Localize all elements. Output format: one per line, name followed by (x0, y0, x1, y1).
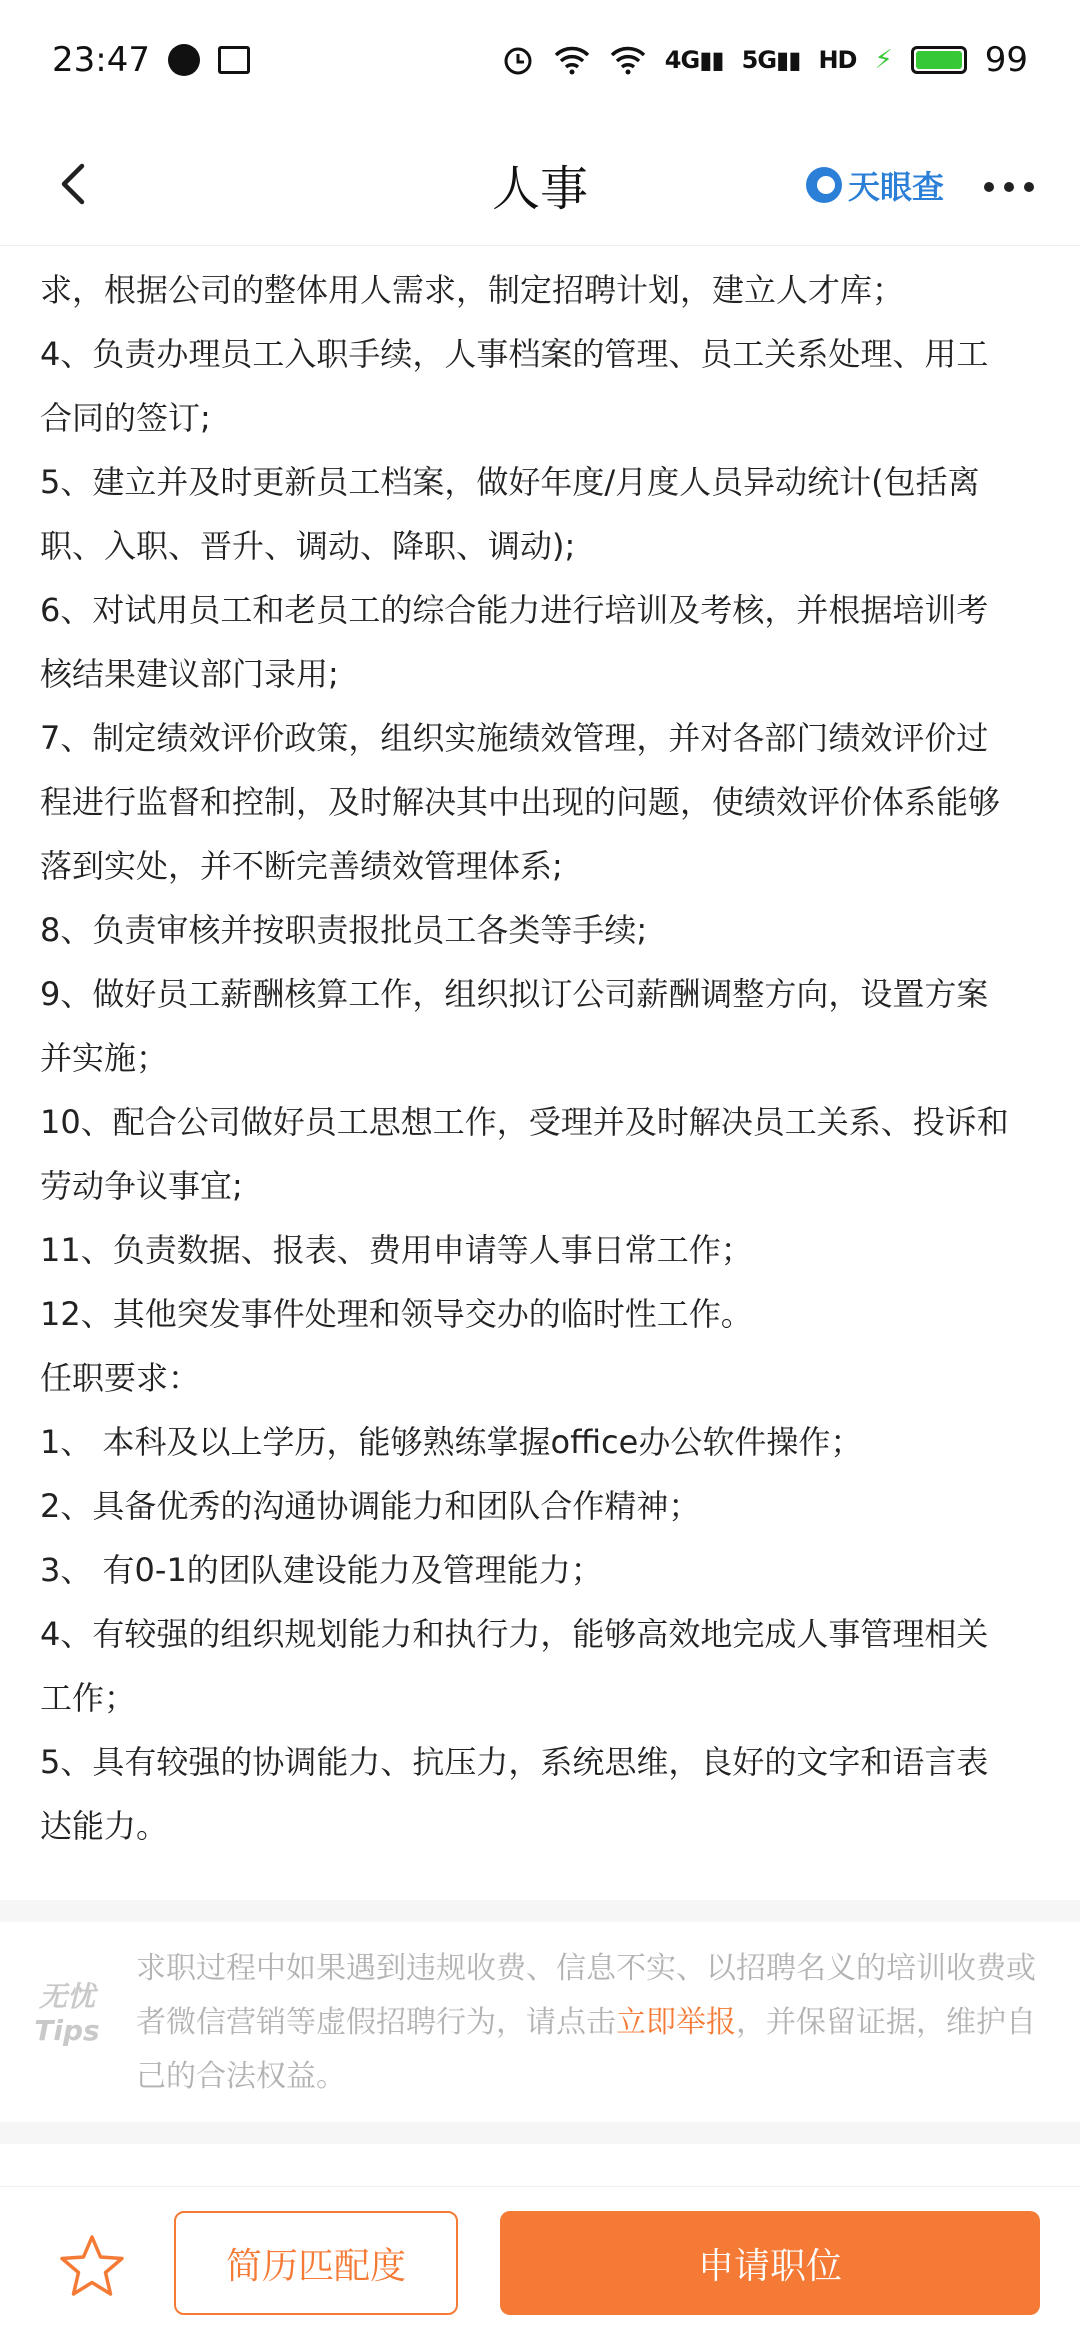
description-line: 工作； (40, 1679, 137, 1717)
chat-notification-icon (168, 44, 200, 76)
battery-icon (911, 46, 967, 74)
description-line: 并实施； (40, 1039, 169, 1077)
description-line: 落到实处，并不断完善绩效管理体系; (40, 847, 563, 885)
battery-level: 99 (984, 40, 1028, 80)
image-notification-icon (218, 46, 250, 74)
favorite-star-icon[interactable] (56, 2231, 128, 2303)
tips-logo-line2: Tips (34, 2014, 100, 2047)
description-line: 职、入职、晋升、调动、降职、调动); (40, 527, 576, 565)
status-bar (0, 0, 1080, 120)
charging-icon: ⚡ (874, 45, 893, 75)
wifi-icon-2 (609, 45, 647, 75)
description-line: 程进行监督和控制，及时解决其中出现的问题，使绩效评价体系能够 (40, 783, 1001, 821)
description-line: 10、配合公司做好员工思想工作，受理并及时解决员工关系、投诉和 (40, 1103, 1009, 1141)
alarm-icon (501, 43, 535, 77)
description-line: 6、对试用员工和老员工的综合能力进行培训及考核，并根据培训考 (40, 591, 989, 629)
description-line: 8、负责审核并按职责报批员工各类等手续; (40, 911, 648, 949)
page-title: 人事 (491, 161, 588, 217)
description-line: 11、负责数据、报表、费用申请等人事日常工作； (40, 1231, 753, 1269)
description-line: 3、 有0-1的团队建设能力及管理能力； (40, 1551, 603, 1589)
signal-5g-icon: 5G▮▮ (741, 46, 801, 74)
description-line: 2、具备优秀的沟通协调能力和团队合作精神； (40, 1487, 701, 1525)
description-line: 任职要求： (40, 1359, 201, 1397)
wifi-icon (553, 45, 591, 75)
section-divider (0, 1900, 1080, 1922)
tips-text (136, 1942, 1056, 2104)
brand-logo[interactable] (806, 162, 944, 208)
nav-header (0, 120, 1080, 246)
job-description (40, 258, 1050, 1858)
tips-section (0, 1922, 1080, 2122)
description-line: 核结果建议部门录用; (40, 655, 339, 693)
status-time: 23:47 (52, 40, 150, 80)
network-label-1: 4G (664, 46, 700, 74)
description-line: 5、具有较强的协调能力、抗压力，系统思维，良好的文字和语言表 (40, 1743, 989, 1781)
report-link[interactable]: 立即举报 (616, 2005, 736, 2040)
tianyancha-icon (806, 167, 842, 203)
description-line: 4、负责办理员工入职手续，人事档案的管理、员工关系处理、用工 (40, 335, 989, 373)
description-line: 7、制定绩效评价政策，组织实施绩效管理，并对各部门绩效评价过 (40, 719, 989, 757)
network-label-2: 5G (741, 46, 777, 74)
description-line: 求，根据公司的整体用人需求，制定招聘计划，建立人才库； (40, 271, 905, 309)
status-left (52, 40, 250, 80)
description-line: 劳动争议事宜; (40, 1167, 243, 1205)
description-line: 5、建立并及时更新员工档案，做好年度/月度人员异动统计(包括离 (40, 463, 980, 501)
resume-match-button[interactable]: 简历匹配度 (174, 2211, 458, 2315)
tips-logo (28, 1980, 106, 2048)
status-right (501, 40, 1028, 80)
description-line: 12、其他突发事件处理和领导交办的临时性工作。 (40, 1295, 753, 1333)
signal-4g-icon: 4G▮▮ (664, 46, 724, 74)
section-divider-2 (0, 2122, 1080, 2144)
description-line: 达能力。 (40, 1807, 169, 1845)
description-line: 9、做好员工薪酬核算工作，组织拟订公司薪酬调整方向，设置方案 (40, 975, 989, 1013)
apply-job-button[interactable]: 申请职位 (500, 2211, 1040, 2315)
tips-text-before: 求职过程中如果遇到违规收费、信息不实、以招聘名义的培训收费或者微信营销等虚假招聘行为，请点击 (136, 1951, 1036, 2040)
description-line: 4、有较强的组织规划能力和执行力，能够高效地完成人事管理相关 (40, 1615, 989, 1653)
tips-logo-line1: 无忧 (38, 1980, 95, 2013)
description-line: 合同的签订; (40, 399, 211, 437)
bottom-action-bar (0, 2186, 1080, 2341)
tips-text-after: ，并保留证据，维护自己的合法权益。 (136, 2005, 1036, 2094)
hd-icon: HD (818, 46, 857, 74)
brand-name: 天眼查 (848, 168, 945, 206)
description-line: 1、 本科及以上学历，能够熟练掌握office办公软件操作； (40, 1423, 863, 1461)
more-options-icon[interactable] (984, 182, 1034, 192)
